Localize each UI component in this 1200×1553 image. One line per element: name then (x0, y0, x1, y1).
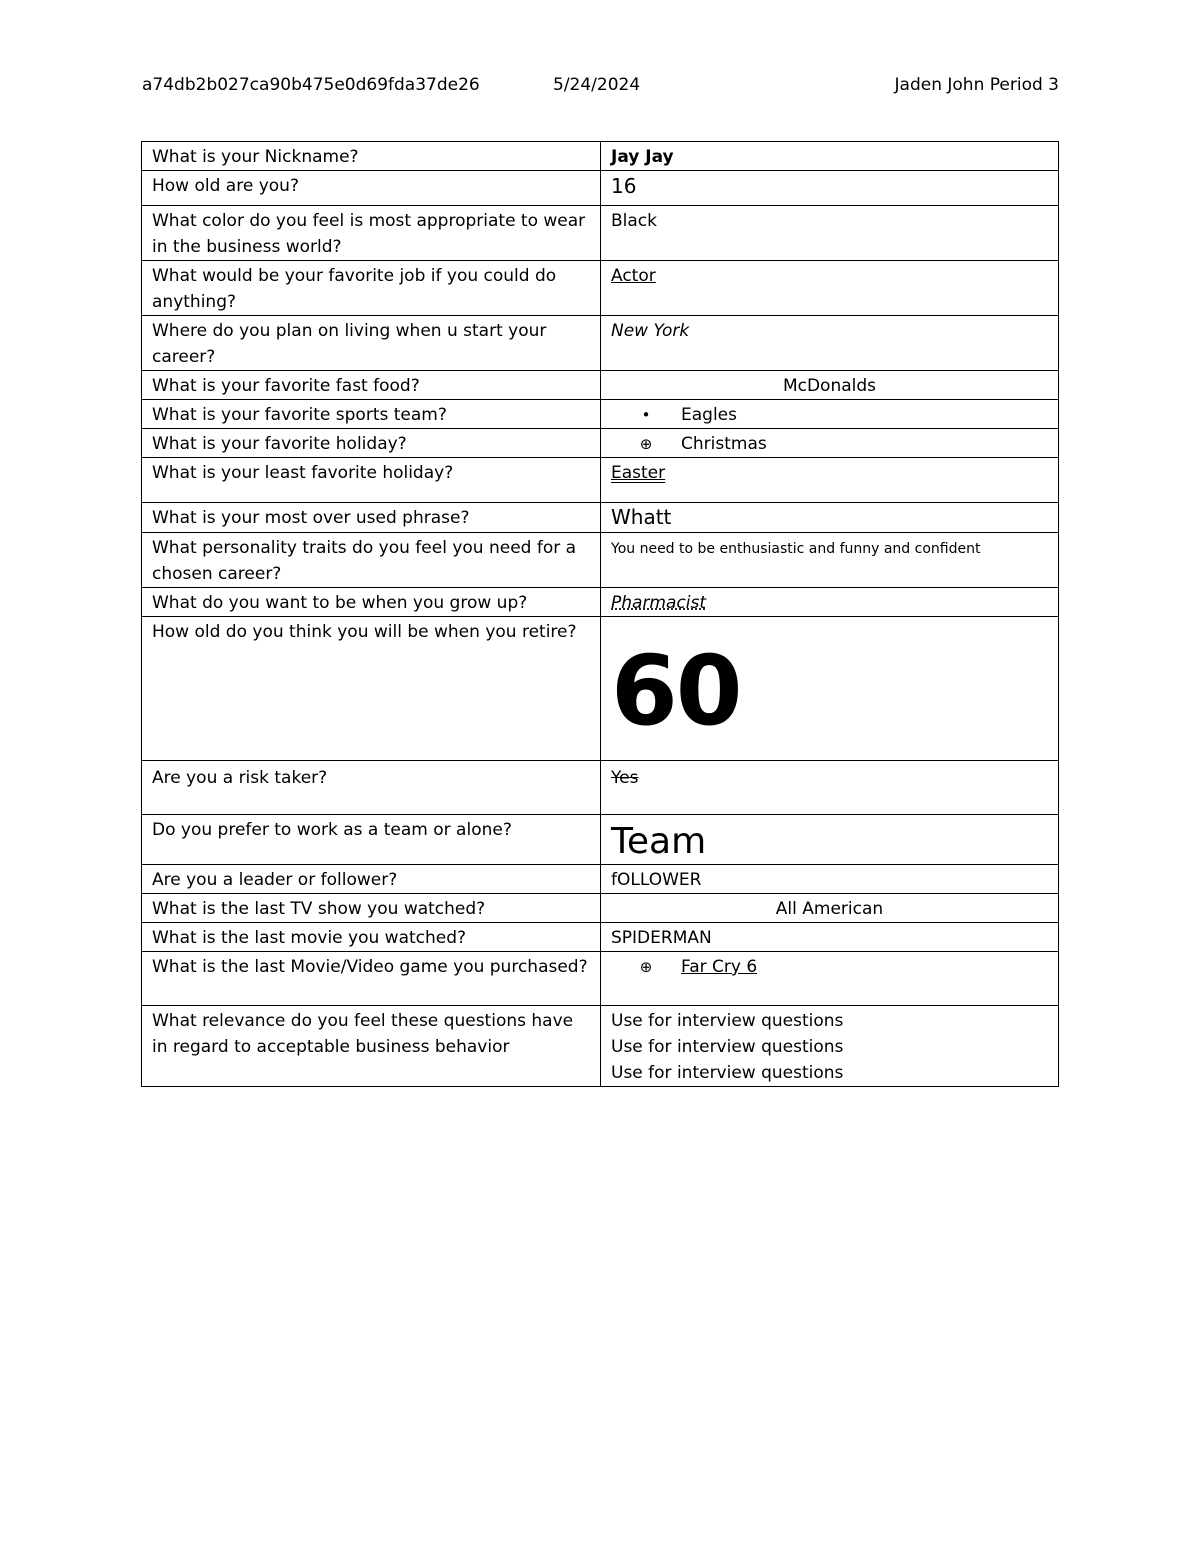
question-cell: What is the last movie you watched? (142, 923, 601, 952)
question-cell: How old do you think you will be when you retire? (142, 617, 601, 761)
answer-cell (601, 865, 1059, 894)
answer-text: McDonalds (782, 376, 877, 396)
answer-text: Easter (611, 463, 666, 483)
table-row (142, 316, 1059, 371)
table-row (142, 1006, 1059, 1087)
table-row (142, 815, 1059, 865)
answer-cell (601, 458, 1059, 503)
answer-text: Pharmacist (611, 593, 707, 613)
answer-text: Yes (611, 768, 639, 788)
answer-line: Use for interview questions (611, 1037, 844, 1057)
student-name-period: Jaden John Period 3 (894, 75, 1059, 95)
answer-line: Use for interview questions (611, 1063, 844, 1083)
answer-cell (601, 1006, 1059, 1087)
table-row (142, 894, 1059, 923)
answer-text: Actor (611, 266, 656, 286)
answer-cell (601, 429, 1059, 458)
answer-text: All American (775, 899, 884, 919)
table-row (142, 865, 1059, 894)
question-cell: What is your least favorite holiday? (142, 458, 601, 503)
answer-text: fOLLOWER (611, 870, 702, 890)
questionnaire-table (141, 141, 1059, 1087)
answer-text: Whatt (611, 505, 672, 529)
question-cell: What is your favorite holiday? (142, 429, 601, 458)
table-row (142, 617, 1059, 761)
document-id: a74db2b027ca90b475e0d69fda37de26 (142, 75, 480, 95)
question-cell: What color do you feel is most appropriate to wear in the business world? (142, 206, 601, 261)
question-cell: Are you a risk taker? (142, 761, 601, 815)
answer-text: 60 (611, 635, 741, 747)
question-cell: What is the last Movie/Video game you purchased? (142, 952, 601, 1006)
answer-cell (601, 261, 1059, 316)
question-cell: Where do you plan on living when u start your career? (142, 316, 601, 371)
answer-text: Jay Jay (611, 147, 674, 167)
circled-plus-bullet-icon: ⊕ (639, 958, 653, 976)
question-cell: What is your Nickname? (142, 142, 601, 171)
question-cell: What do you want to be when you grow up? (142, 588, 601, 617)
answer-line: Use for interview questions (611, 1011, 844, 1031)
answer-text: Black (611, 211, 657, 231)
table-row (142, 923, 1059, 952)
table-row (142, 761, 1059, 815)
question-cell: What is your most over used phrase? (142, 503, 601, 533)
answer-cell (601, 815, 1059, 865)
table-row (142, 429, 1059, 458)
answer-text: You need to be enthusiastic and funny and confident (611, 541, 981, 557)
question-cell: What relevance do you feel these questions have in regard to acceptable business behavior (142, 1006, 601, 1087)
answer-cell (601, 923, 1059, 952)
table-row (142, 952, 1059, 1006)
answer-cell (601, 206, 1059, 261)
table-row (142, 400, 1059, 429)
table-row (142, 142, 1059, 171)
answer-cell (601, 142, 1059, 171)
answer-text: 16 (611, 174, 637, 198)
answer-cell (601, 533, 1059, 588)
answer-text: SPIDERMAN (611, 928, 712, 948)
table-row (142, 171, 1059, 206)
question-cell: What is your favorite fast food? (142, 371, 601, 400)
question-cell: Are you a leader or follower? (142, 865, 601, 894)
bullet-dot-icon: • (641, 406, 651, 424)
table-row (142, 503, 1059, 533)
table-row (142, 458, 1059, 503)
answer-text: Eagles (681, 405, 737, 425)
question-cell: What is your favorite sports team? (142, 400, 601, 429)
circled-plus-bullet-icon: ⊕ (639, 435, 653, 453)
question-cell: How old are you? (142, 171, 601, 206)
table-row (142, 261, 1059, 316)
table-row (142, 371, 1059, 400)
answer-text: Team (611, 821, 707, 862)
answer-text: Christmas (681, 434, 767, 454)
table-row (142, 588, 1059, 617)
table-row (142, 533, 1059, 588)
question-cell: What would be your favorite job if you could do anything? (142, 261, 601, 316)
answer-cell (601, 617, 1059, 761)
answer-cell (601, 894, 1059, 923)
answer-cell (601, 316, 1059, 371)
answer-cell (601, 952, 1059, 1006)
document-date: 5/24/2024 (553, 75, 641, 95)
table-row (142, 206, 1059, 261)
answer-cell (601, 400, 1059, 429)
answer-cell (601, 761, 1059, 815)
question-cell: Do you prefer to work as a team or alone? (142, 815, 601, 865)
answer-cell (601, 503, 1059, 533)
question-cell: What personality traits do you feel you need for a chosen career? (142, 533, 601, 588)
answer-cell (601, 171, 1059, 206)
question-cell: What is the last TV show you watched? (142, 894, 601, 923)
answer-text: New York (611, 321, 690, 341)
answer-cell (601, 588, 1059, 617)
answer-text: Far Cry 6 (681, 957, 758, 977)
answer-cell (601, 371, 1059, 400)
